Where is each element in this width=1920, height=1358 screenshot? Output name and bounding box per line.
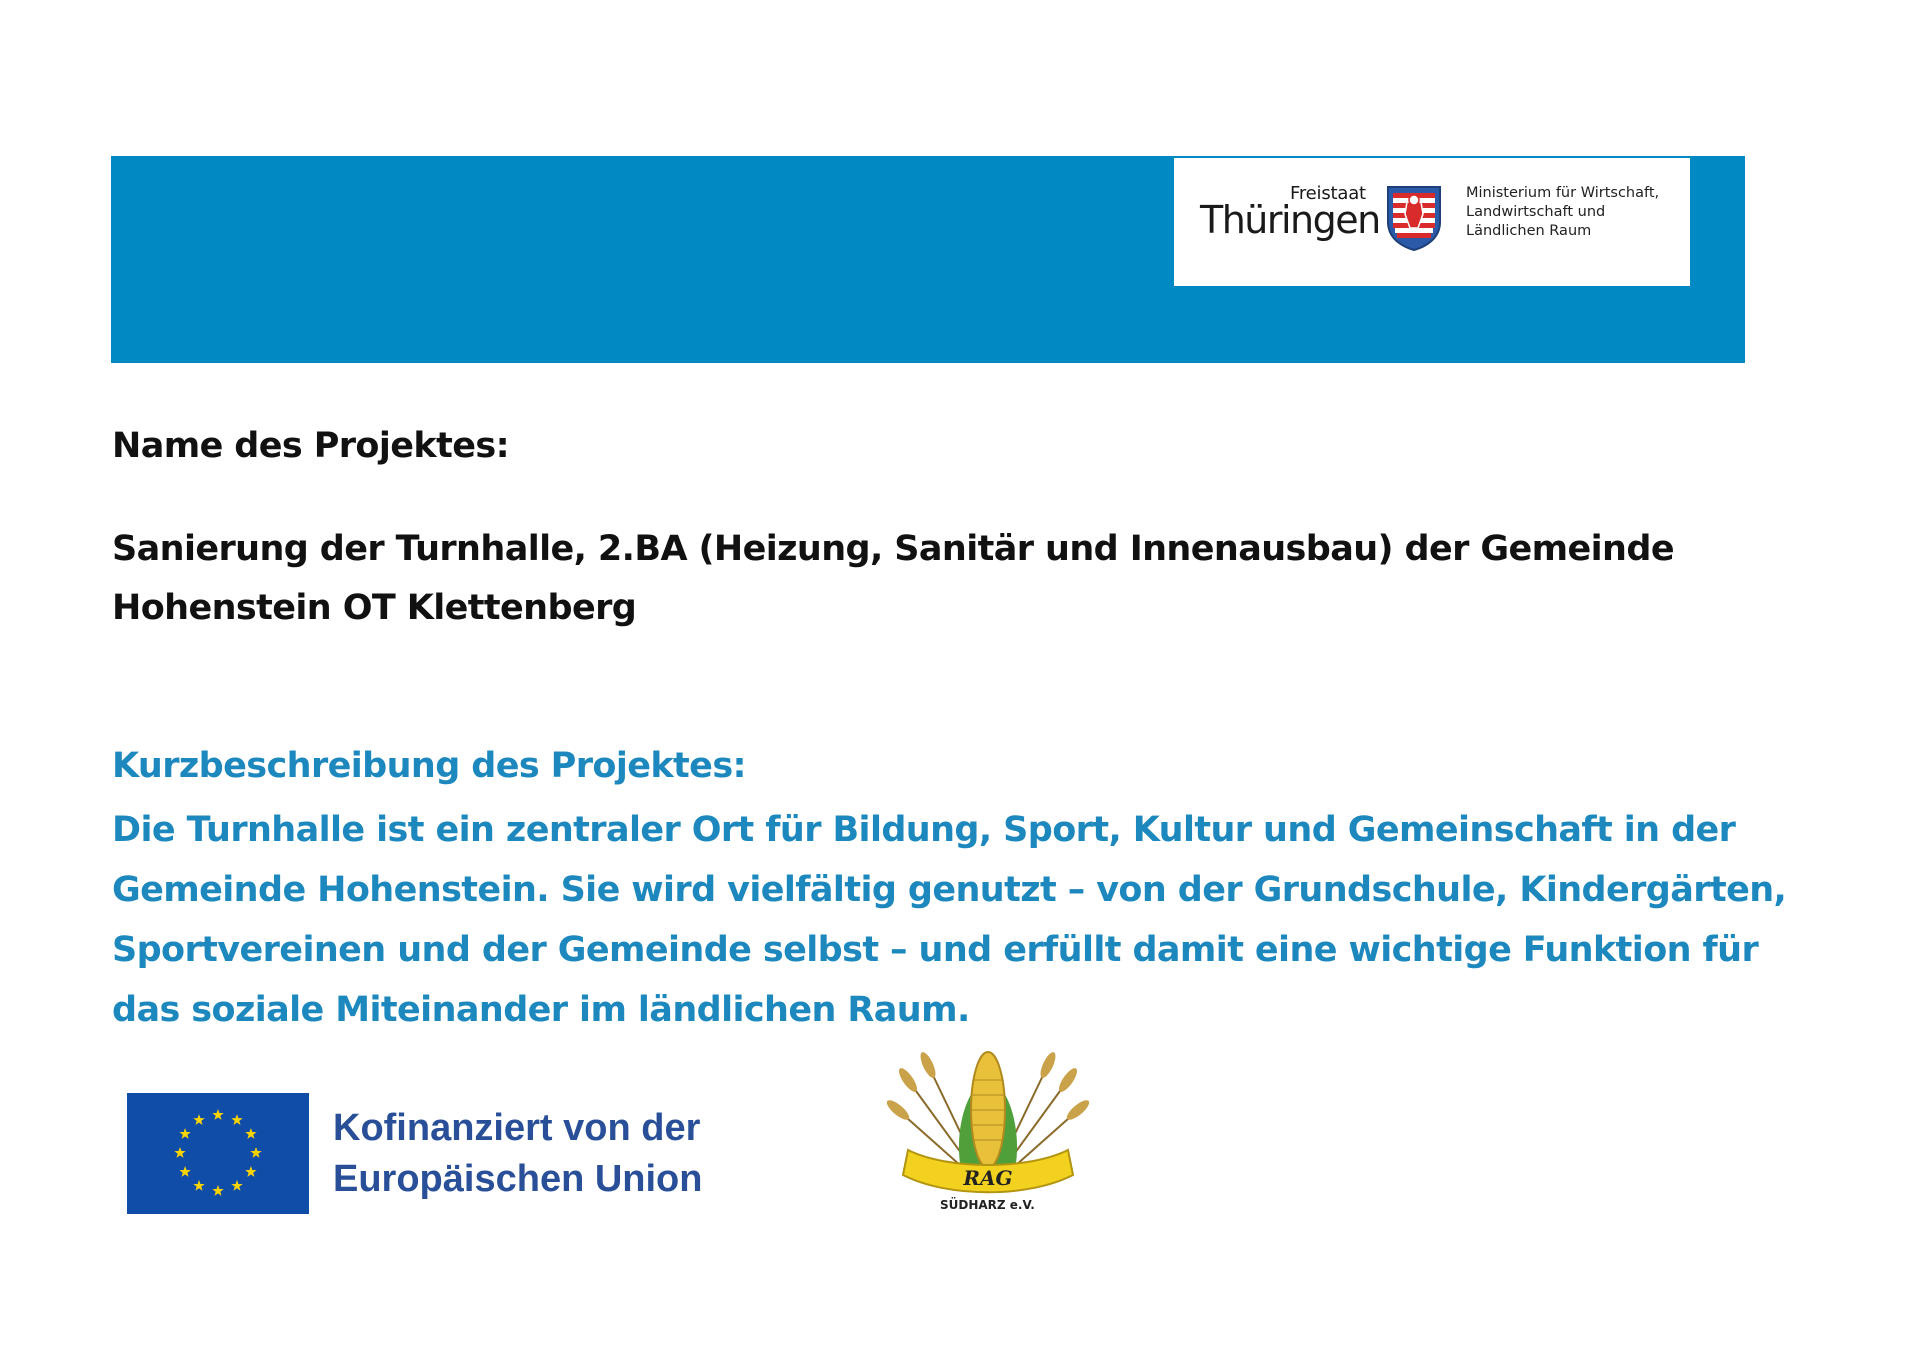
description-label: Kurzbeschreibung des Projektes: xyxy=(112,746,746,786)
project-title: Sanierung der Turnhalle, 2.BA (Heizung, Sanitär und Innenausbau) der Gemeinde Hohenstein OT Klettenberg xyxy=(112,529,1674,628)
svg-text:RAG: RAG xyxy=(963,1166,1013,1190)
eu-flag-icon xyxy=(127,1093,309,1214)
logo-ministry-text: Ministerium für Wirtschaft, Landwirtschaft und Ländlichen Raum xyxy=(1466,185,1660,239)
logo-thueringen-text: Thüringen xyxy=(1200,198,1380,242)
project-name-label: Name des Projektes: xyxy=(112,426,509,466)
eu-cofunding-text: Kofinanziert von der Europäischen Union xyxy=(333,1107,703,1200)
logo-freistaat-text: Freistaat xyxy=(1290,183,1366,204)
rag-caption: SÜDHARZ e.V. xyxy=(940,1198,1035,1212)
project-description: Die Turnhalle ist ein zentraler Ort für Bildung, Sport, Kultur und Gemeinschaft in der Gemeinde Hohenstein. Sie wird vielfältig genutzt – von der Grundschule, Kindergärten, Sportvereinen und der Gemeinde selbst – und erfüllt damit eine wichtige Funktion für das soziale Miteinander im ländlichen Raum. xyxy=(112,810,1787,1030)
thueringen-crest-icon xyxy=(1385,184,1443,252)
